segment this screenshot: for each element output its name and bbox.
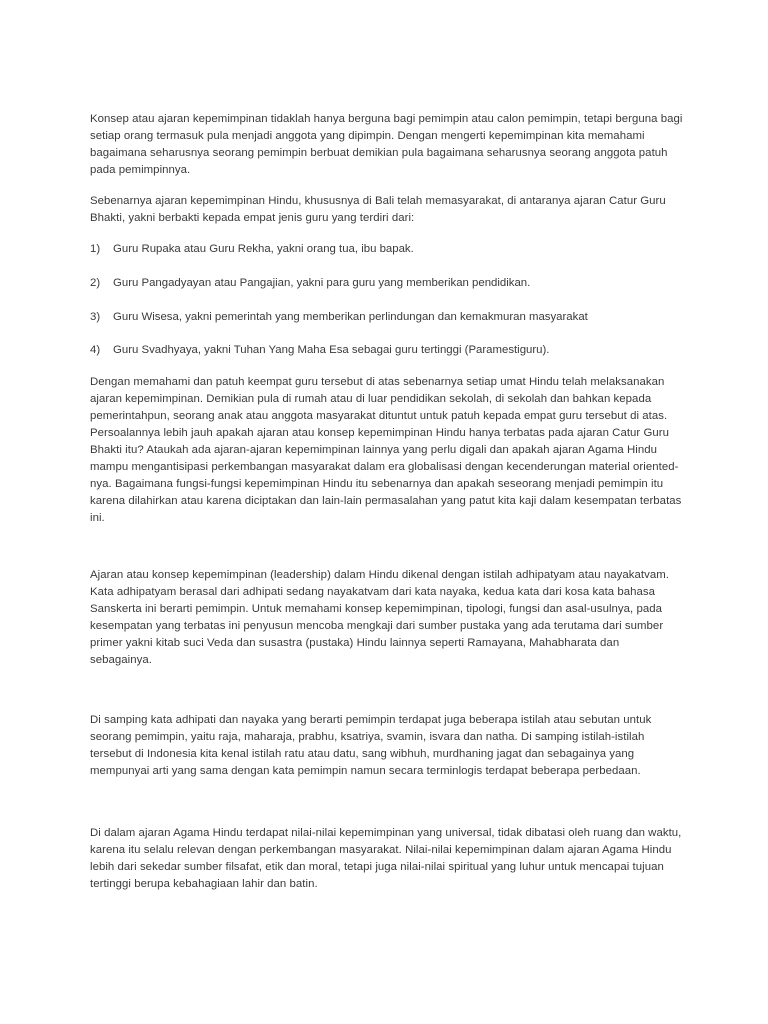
list-number: 3) [90,311,101,323]
list-text: Guru Rupaka atau Guru Rekha, yakni orang tua, ibu bapak. [113,243,414,255]
list-item-4 [90,342,690,359]
paragraph-discussion: Dengan memahami dan patuh keempat guru tersebut di atas sebenarnya setiap umat Hindu telah melaksanakan ajaran kepemimpinan. Demikian pula di rumah atau di luar pendidikan sekolah, di sekolah dan bahkan kepada pemerintahpun, seorang anak atau anggota masyarakat dituntut untuk patuh kepada empat guru tersebut di atas. Persoalannya lebih jauh apakah ajaran atau konsep kepemimpinan Hindu hanya terbatas pada ajaran Catur Guru Bhakti itu? Ataukah ada ajaran-ajaran kepemimpinan lainnya yang perlu digali dan apakah ajaran Agama Hindu mampu mengantisipasi perkembangan masyarakat dalam era globalisasi dengan kecenderungan material oriented- nya. Bagaimana fungsi-fungsi kepemimpinan Hindu itu sebenarnya dan apakah seseorang menjadi pemimpin itu karena dilahirkan atau karena diciptakan dan lain-lain permasalahan yang patut kita kaji dalam kesempatan terbatas ini. [90,376,682,524]
list-item-1 [90,241,690,258]
list-number: 1) [90,243,101,255]
list-text: Guru Svadhyaya, yakni Tuhan Yang Maha Esa sebagai guru tertinggi (Paramestiguru). [113,344,550,356]
paragraph-terms: Di samping kata adhipati dan nayaka yang berarti pemimpin terdapat juga beberapa istilah atau sebutan untuk seorang pemimpin, yaitu raja, maharaja, prabhu, ksatriya, svamin, isvara dan natha. Di samping istilah-istilah tersebut di Indonesia kita kenal istilah ratu atau datu, sang wibhuh, murdhaning jagat dan sebagainya yang mempunyai arti yang sama dengan kata pemimpin namun secara terminlogis terdapat beberapa perbedaan. [90,714,652,777]
paragraph-intro: Konsep atau ajaran kepemimpinan tidaklah hanya berguna bagi pemimpin atau calon pemimpin, tetapi berguna bagi setiap orang termasuk pula menjadi anggota yang dipimpin. Dengan mengerti kepemimpinan kita memahami bagaimana seharusnya seorang pemimpin berbuat demikian pula bagaimana seharusnya seorang anggota patuh pada pemimpinnya. [90,113,683,176]
list-text: Guru Wisesa, yakni pemerintah yang memberikan perlindungan dan kemakmuran masyarakat [113,311,588,323]
list-item-2 [90,275,690,292]
paragraph-catur-guru: Sebenarnya ajaran kepemimpinan Hindu, khususnya di Bali telah memasyarakat, di antaranya ajaran Catur Guru Bhakti, yakni berbakti kepada empat jenis guru yang terdiri dari: [90,195,666,224]
list-number: 4) [90,344,101,356]
list-text: Guru Pangadyayan atau Pangajian, yakni para guru yang memberikan pendidikan. [113,277,531,289]
list-number: 2) [90,277,101,289]
list-item-3 [90,309,690,326]
paragraph-values: Di dalam ajaran Agama Hindu terdapat nilai-nilai kepemimpinan yang universal, tidak dibatasi oleh ruang dan waktu, karena itu selalu relevan dengan perkembangan masyarakat. Nilai-nilai kepemimpinan dalam ajaran Agama Hindu lebih dari sekedar sumber filsafat, etik dan moral, tetapi juga nilai-nilai spiritual yang luhur untuk mencapai tujuan tertinggi berupa kebahagiaan lahir dan batin. [90,827,682,890]
paragraph-adhipatyam: Ajaran atau konsep kepemimpinan (leadership) dalam Hindu dikenal dengan istilah adhipatyam atau nayakatvam. Kata adhipatyam berasal dari adhipati sedang nayakatvam dari kata nayaka, kedua kata dari kosa kata bahasa Sanskerta ini berarti pemimpin. Untuk memahami konsep kepemimpinan, tipologi, fungsi dan asal-usulnya, pada kesempatan yang terbatas ini penyusun mencoba mengkaji dari sumber pustaka yang ada terutama dari sumber primer yakni kitab suci Veda dan susastra (pustaka) Hindu lainnya seperti Ramayana, Mahabharata dan sebagainya. [90,569,670,666]
